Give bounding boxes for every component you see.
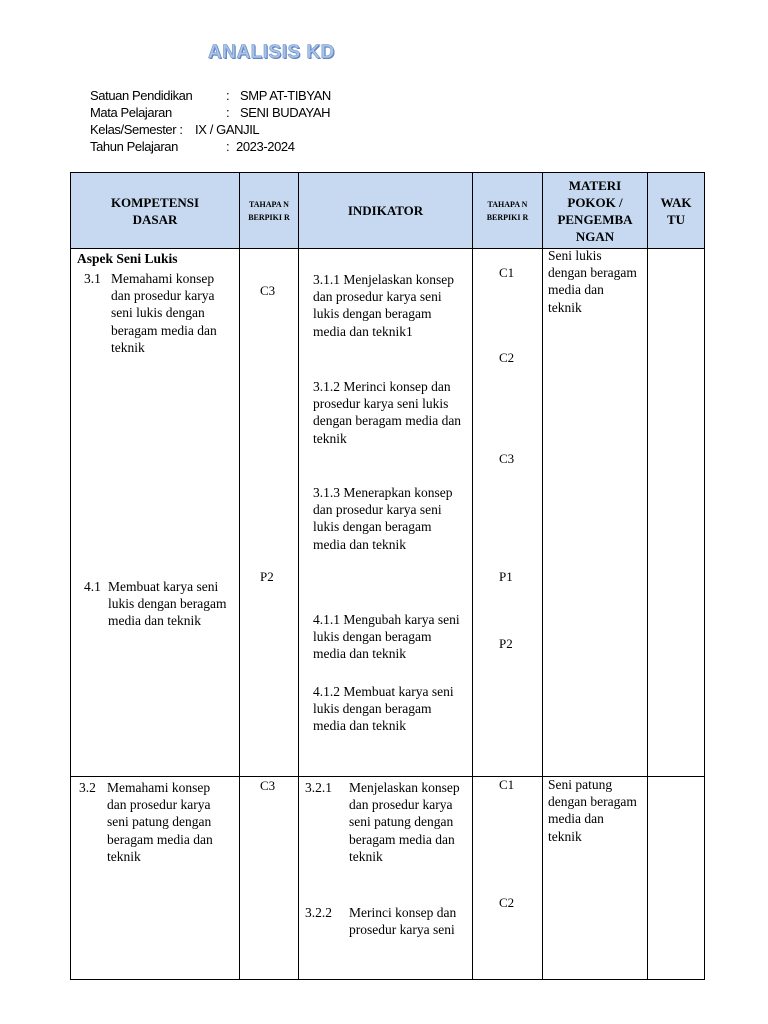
level-value: P2 (260, 569, 274, 584)
level-value: C2 (499, 895, 515, 910)
header-tahapan-berpikir-2: TAHAPA N BERPIKI R (473, 173, 543, 249)
table-row (71, 777, 705, 980)
meta-label: Tahun Pelajaran (90, 139, 178, 154)
meta-value: SENI BUDAYAH (240, 105, 331, 120)
waktu-cell (648, 249, 705, 777)
meta-label: Kelas/Semester : (90, 122, 183, 137)
indikator-item: 4.1.1 Mengubah karya seni lukis dengan beragam media dan teknik (313, 612, 460, 662)
level-value: P2 (499, 636, 513, 651)
indikator-item: 3.1.3 Menerapkan konsep dan prosedur karya seni lukis dengan beragam media dan teknik (313, 485, 453, 552)
kd-cell (71, 777, 240, 980)
level-value: P1 (499, 569, 513, 584)
table-row (71, 249, 705, 777)
kd-text: Memahami konsep dan prosedur karya seni patung dengan beragam media dan teknik (107, 780, 213, 864)
indikator-item: Merinci konsep dan prosedur karya seni (349, 905, 457, 938)
materi-cell (543, 249, 648, 777)
kd-cell (71, 249, 240, 777)
indikator-number: 3.2.1 (305, 780, 332, 795)
level-value: C2 (499, 350, 515, 365)
materi-text: Seni lukis dengan beragam media dan teknik (548, 248, 637, 315)
kd-number: 3.1 (84, 271, 101, 286)
materi-cell (543, 777, 648, 980)
indikator-number: 3.2.2 (305, 905, 332, 920)
header-kompetensi-dasar: KOMPETENSI DASAR (71, 173, 240, 249)
meta-sep: : (226, 105, 230, 120)
header-waktu: WAK TU (648, 173, 705, 249)
level-value: C3 (260, 283, 276, 298)
indikator-cell (299, 777, 473, 980)
materi-text: Seni patung dengan beragam media dan teknik (548, 777, 637, 844)
header-materi-pokok: MATERI POKOK / PENGEMBA NGAN (543, 173, 648, 249)
indikator-cell (299, 249, 473, 777)
meta-sep: : (226, 88, 230, 103)
level-cell (240, 249, 299, 777)
level-value: C1 (499, 265, 515, 280)
indikator-item: 3.1.1 Menjelaskan konsep dan prosedur karya seni lukis dengan beragam media dan teknik1 (313, 272, 454, 339)
level-value: C1 (499, 777, 515, 792)
level-cell (473, 777, 543, 980)
meta-value: IX / GANJIL (195, 122, 260, 137)
waktu-cell (648, 777, 705, 980)
kd-text: Membuat karya seni lukis dengan beragam media dan teknik (108, 579, 227, 629)
level-value: C3 (499, 451, 515, 466)
header-indikator: INDIKATOR (299, 173, 473, 249)
kd-analysis-table (70, 172, 705, 980)
indikator-item: 3.1.2 Merinci konsep dan prosedur karya seni lukis dengan beragam media dan teknik (313, 379, 462, 446)
level-cell (473, 249, 543, 777)
meta-value: 2023-2024 (236, 139, 295, 154)
level-cell (240, 777, 299, 980)
level-value: C3 (260, 778, 276, 793)
indikator-item: 4.1.2 Membuat karya seni lukis dengan beragam media dan teknik (313, 684, 454, 734)
meta-label: Satuan Pendidikan (90, 88, 193, 103)
page-title: ANALISIS KD (208, 42, 335, 63)
kd-number: 4.1 (84, 579, 101, 594)
meta-label: Mata Pelajaran (90, 105, 172, 120)
header-tahapan-berpikir-1: TAHAPA N BERPIKI R (240, 173, 299, 249)
kd-text: Memahami konsep dan prosedur karya seni lukis dengan beragam media dan teknik (111, 271, 217, 355)
table-header-row (71, 173, 705, 249)
meta-sep: : (226, 139, 230, 154)
kd-number: 3.2 (79, 780, 96, 795)
aspek-label: Aspek Seni Lukis (77, 251, 178, 266)
indikator-item: Menjelaskan konsep dan prosedur karya seni patung dengan beragam media dan teknik (349, 780, 460, 864)
meta-value: SMP AT-TIBYAN (240, 88, 331, 103)
